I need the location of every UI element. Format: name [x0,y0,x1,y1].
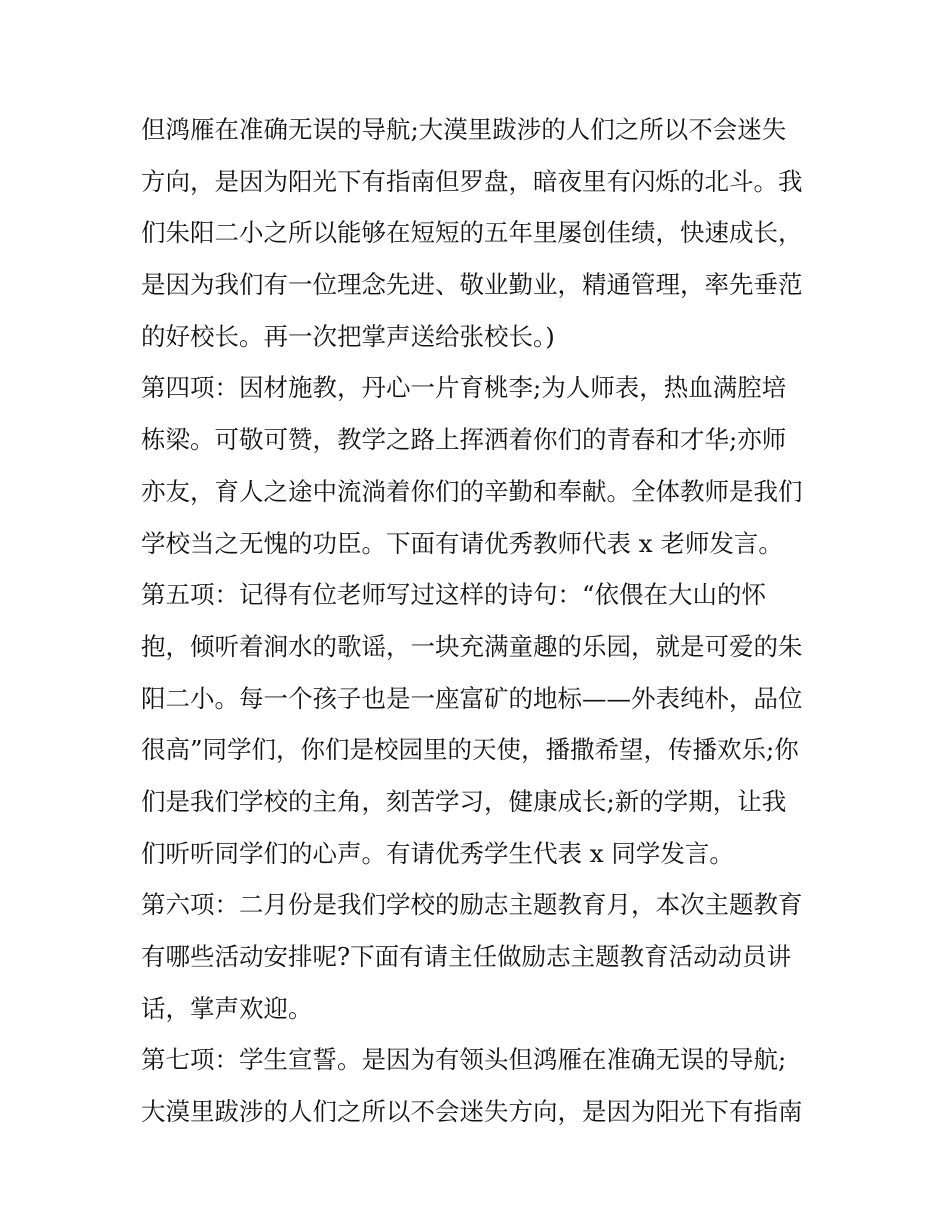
section-4-start-line: 第四项：因材施教，丹心一片育桃李;为人师表，热血满腔培 [141,373,787,403]
text-line: 学校当之无愧的功臣。下面有请优秀教师代表 x 老师发言。 [141,528,783,558]
text-line: 栋梁。可敬可赞，教学之路上挥洒着你们的青春和才华;亦师 [141,425,787,455]
text-line: 有哪些活动安排呢?下面有请主任做励志主题教育活动动员讲 [141,942,792,971]
section-7-start-line: 第七项：学生宣誓。是因为有领头但鸿雁在准确无误的导航; [141,1045,787,1075]
document-body [141,104,821,1138]
text-line: 很高”同学们，你们是校园里的天使，播撒希望，传播欢乐;你 [141,735,799,765]
text-line: 们是我们学校的主角，刻苦学习，健康成长;新的学期，让我 [141,786,787,816]
text-line: 们朱阳二小之所以能够在短短的五年里屡创佳绩，快速成长， [141,218,803,248]
section-5-start-line: 第五项：记得有位老师写过这样的诗句：“依偎在大山的怀 [141,580,767,610]
text-line: 但鸿雁在准确无误的导航;大漠里跋涉的人们之所以不会迷失 [141,115,787,144]
text-line: 的好校长。再一次把掌声送给张校长。) [141,321,555,351]
section-6-start-line: 第六项：二月份是我们学校的励志主题教育月，本次主题教育 [141,890,803,920]
text-line: 阳二小。每一个孩子也是一座富矿的地标——外表纯朴，品位 [141,683,803,713]
text-line: 们听听同学们的心声。有请优秀学生代表 x 同学发言。 [141,838,734,868]
text-line: 亦友，育人之途中流淌着你们的辛勤和奉献。全体教师是我们 [141,476,803,506]
text-line: 是因为我们有一位理念先进、敬业勤业，精通管理，率先垂范 [141,270,803,300]
text-line: 抱，倾听着涧水的歌谣，一块充满童趣的乐园，就是可爱的朱 [141,631,803,661]
text-line: 方向，是因为阳光下有指南但罗盘，暗夜里有闪烁的北斗。我 [141,166,803,196]
text-line: 大漠里跋涉的人们之所以不会迷失方向，是因为阳光下有指南 [141,1097,803,1127]
text-line: 话，掌声欢迎。 [141,993,313,1023]
